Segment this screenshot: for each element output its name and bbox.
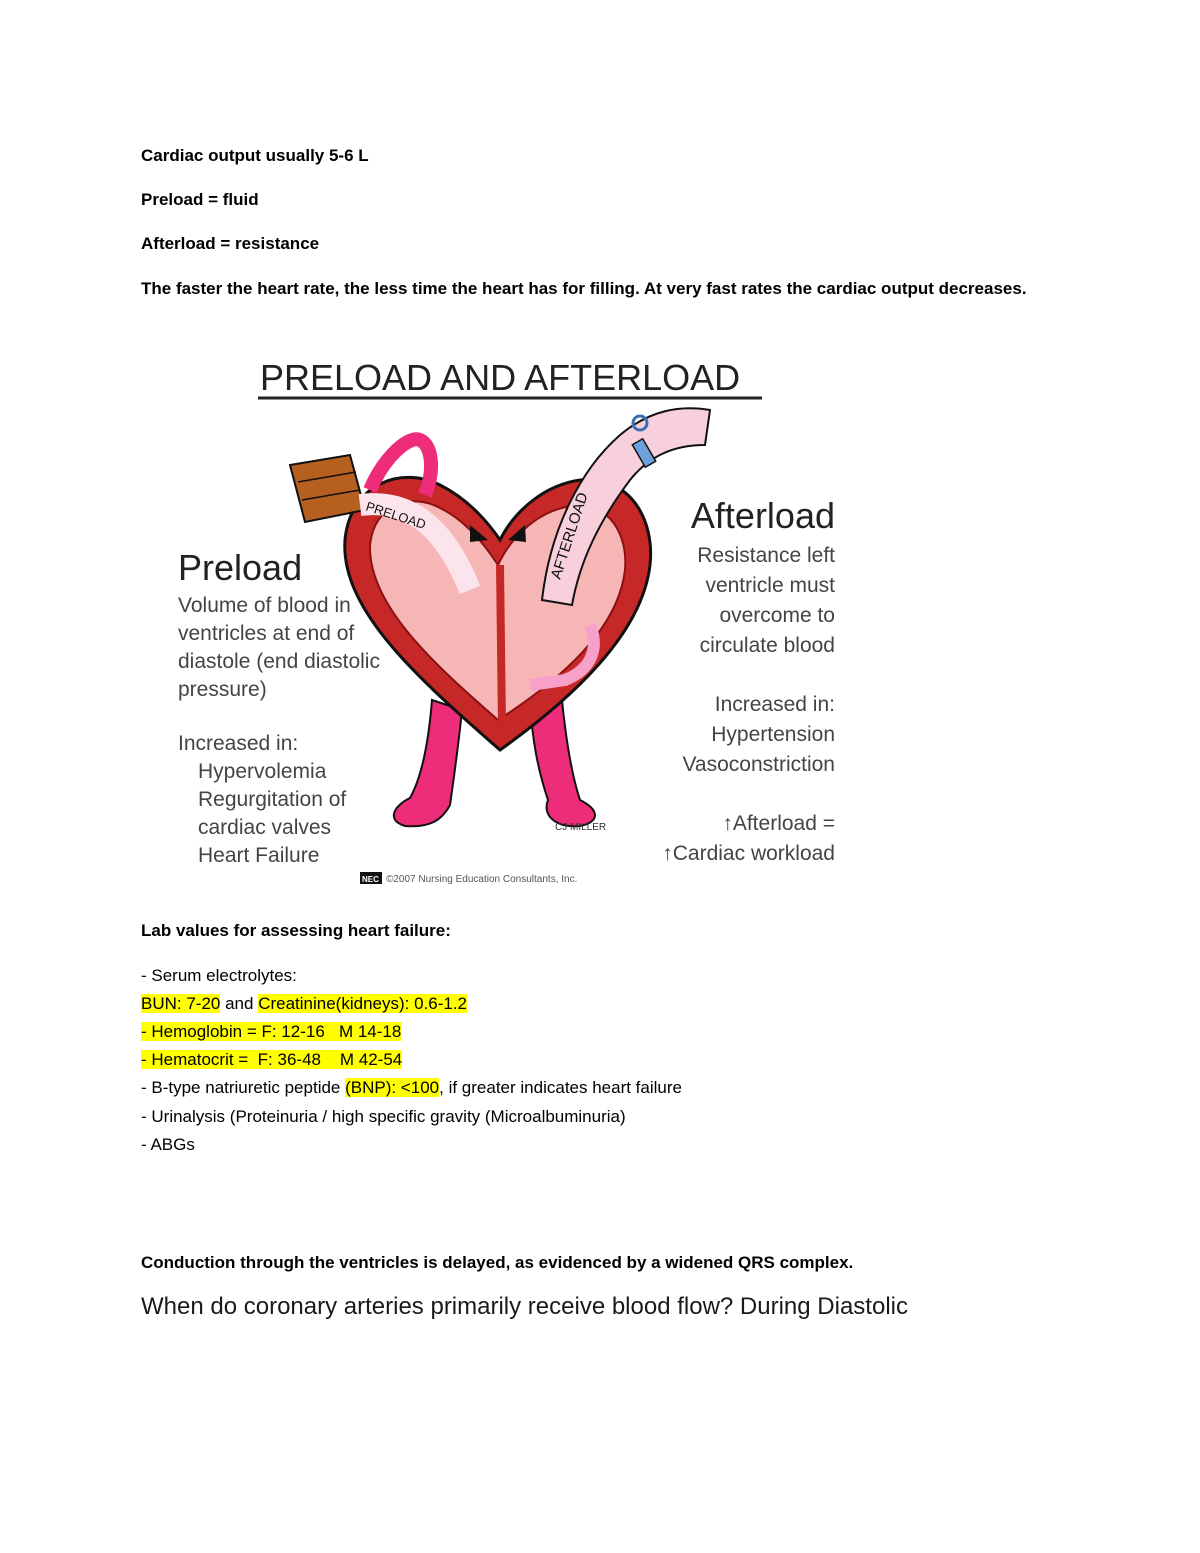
preload-increased-item: Hypervolemia	[198, 760, 327, 783]
lab-bnp-value: <100	[400, 1078, 440, 1097]
septum	[500, 565, 502, 725]
bucket	[290, 455, 365, 522]
note-cardiac-output: Cardiac output usually 5-6 L	[141, 146, 369, 165]
afterload-effect-line: ↑Afterload =	[722, 812, 835, 835]
afterload-heading: Afterload	[690, 495, 835, 536]
preload-def-line: pressure)	[178, 678, 267, 701]
note-preload: Preload = fluid	[141, 190, 259, 209]
nec-logo-text: NEC	[362, 875, 379, 884]
lab-bnp-prefix: - B-type natriuretic peptide	[141, 1078, 346, 1097]
preload-def-line: ventricles at end of	[178, 622, 355, 645]
afterload-def-line: ventricle must	[705, 574, 835, 597]
note-afterload: Afterload = resistance	[141, 234, 320, 253]
note-coronary: When do coronary arteries primarily receive blood flow? During Diastolic	[141, 1293, 908, 1320]
lab-hematocrit-row	[141, 1050, 402, 1070]
artist-signature: CJ MILLER	[555, 822, 607, 833]
afterload-def-line: Resistance left	[697, 544, 835, 567]
left-leg	[394, 700, 462, 826]
heart-illustration	[290, 408, 710, 833]
lab-hematocrit: - Hematocrit = F: 36-48 M 42-54	[141, 1050, 403, 1069]
lab-bnp	[141, 1078, 682, 1098]
lab-hemoglobin-row	[141, 1022, 401, 1042]
afterload-def-line: overcome to	[719, 604, 835, 627]
lab-bnp-label: (BNP):	[345, 1078, 397, 1097]
lab-bun-creatinine	[141, 994, 467, 1014]
figure-copyright: ©2007 Nursing Education Consultants, Inc.	[386, 874, 578, 885]
preload-increased-item: cardiac valves	[198, 816, 332, 839]
afterload-arrow-label: AFTERLOAD	[547, 490, 592, 582]
afterload-increased-item: Vasoconstriction	[682, 753, 835, 776]
afterload-increased-item: Hypertension	[711, 723, 835, 746]
labs-heading: Lab values for assessing heart failure:	[141, 921, 451, 940]
afterload-increased-label: Increased in:	[714, 693, 835, 716]
afterload-effect-line: ↑Cardiac workload	[662, 842, 835, 865]
lab-serum: - Serum electrolytes:	[141, 966, 297, 985]
preload-increased-item: Regurgitation of	[198, 788, 347, 811]
preload-arrow-label: PRELOAD	[364, 498, 428, 533]
preload-def-line: diastole (end diastolic	[178, 650, 380, 673]
preload-afterload-figure	[170, 350, 850, 890]
preload-def-line: Volume of blood in	[178, 594, 351, 617]
afterload-def-line: circulate blood	[699, 634, 835, 657]
note-conduction: Conduction through the ventricles is delayed, as evidenced by a widened QRS complex.	[141, 1253, 854, 1272]
lab-creatinine: Creatinine(kidneys): 0.6-1.2	[258, 994, 468, 1013]
lab-bnp-suffix: , if greater indicates heart failure	[439, 1078, 682, 1097]
lab-hemoglobin: - Hemoglobin = F: 12-16 M 14-18	[141, 1022, 402, 1041]
lab-and: and	[220, 994, 259, 1013]
lab-abgs: - ABGs	[141, 1135, 195, 1154]
figure-title: PRELOAD AND AFTERLOAD	[260, 357, 741, 398]
preload-increased-label: Increased in:	[178, 732, 299, 755]
lab-urinalysis: - Urinalysis (Proteinuria / high specific gravity (Microalbuminuria)	[141, 1107, 626, 1126]
preload-increased-item: Heart Failure	[198, 844, 320, 867]
preload-heading: Preload	[178, 547, 303, 588]
note-heart-rate: The faster the heart rate, the less time the heart has for filling. At very fast rates the cardiac output decreases.	[141, 279, 1027, 298]
lab-bun: BUN: 7-20	[141, 994, 221, 1013]
